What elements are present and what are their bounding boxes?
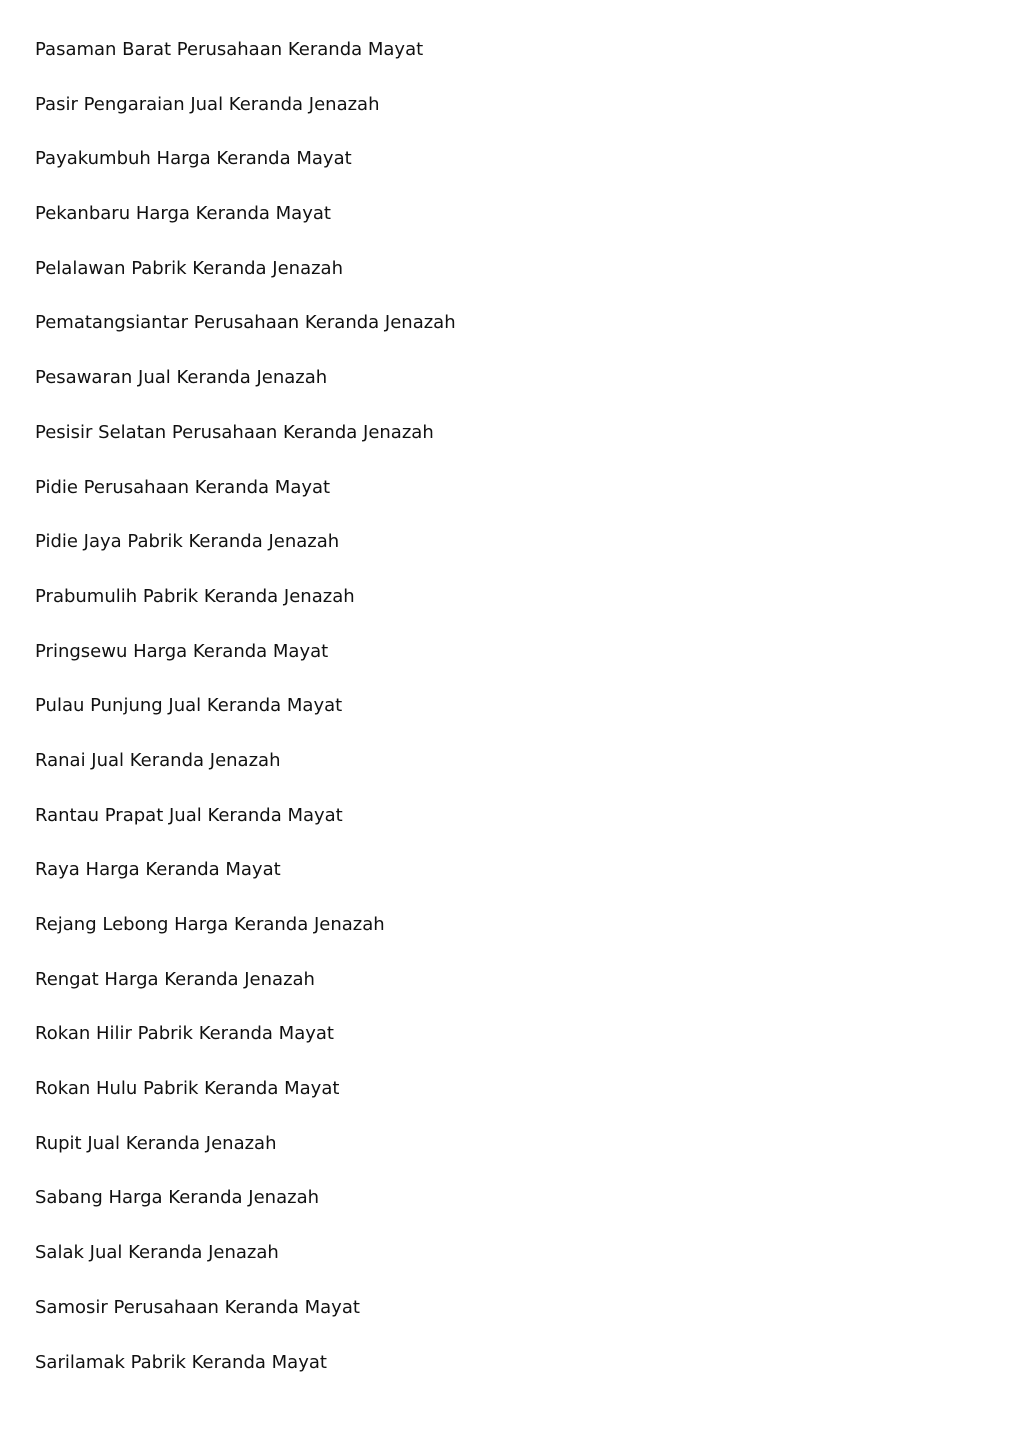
list-item: Raya Harga Keranda Mayat <box>35 859 281 881</box>
list-item: Rejang Lebong Harga Keranda Jenazah <box>35 914 385 935</box>
list-item: Pelalawan Pabrik Keranda Jenazah <box>35 257 343 279</box>
list-item: Pasir Pengaraian Jual Keranda Jenazah <box>35 93 380 115</box>
list-item: Rantau Prapat Jual Keranda Mayat <box>35 804 343 826</box>
list-item: Pidie Perusahaan Keranda Mayat <box>35 476 331 498</box>
list-item: Salak Jual Keranda Jenazah <box>35 1242 279 1264</box>
list-item: Pasaman Barat Perusahaan Keranda Mayat <box>35 39 424 60</box>
list-item: Rengat Harga Keranda Jenazah <box>35 968 315 990</box>
list-item: Pesisir Selatan Perusahaan Keranda Jenazah <box>35 421 434 443</box>
list-item: Payakumbuh Harga Keranda Mayat <box>35 148 352 170</box>
list-item: Pesawaran Jual Keranda Jenazah <box>35 367 328 389</box>
list-item: Pekanbaru Harga Keranda Mayat <box>35 203 331 225</box>
list-item: Ranai Jual Keranda Jenazah <box>35 749 281 771</box>
list-item: Sarilamak Pabrik Keranda Mayat <box>35 1351 327 1373</box>
list-item: Pulau Punjung Jual Keranda Mayat <box>35 695 343 717</box>
list-item: Rokan Hulu Pabrik Keranda Mayat <box>35 1078 340 1100</box>
list-item: Prabumulih Pabrik Keranda Jenazah <box>35 585 355 607</box>
list-item: Rupit Jual Keranda Jenazah <box>35 1132 277 1154</box>
list-item: Pringsewu Harga Keranda Mayat <box>35 640 329 662</box>
list-item: Pidie Jaya Pabrik Keranda Jenazah <box>35 531 340 553</box>
entry-list <box>35 38 456 1405</box>
list-item: Rokan Hilir Pabrik Keranda Mayat <box>35 1023 334 1045</box>
list-item: Pematangsiantar Perusahaan Keranda Jenazah <box>35 312 456 334</box>
list-item: Samosir Perusahaan Keranda Mayat <box>35 1296 360 1318</box>
list-item: Sabang Harga Keranda Jenazah <box>35 1187 320 1209</box>
